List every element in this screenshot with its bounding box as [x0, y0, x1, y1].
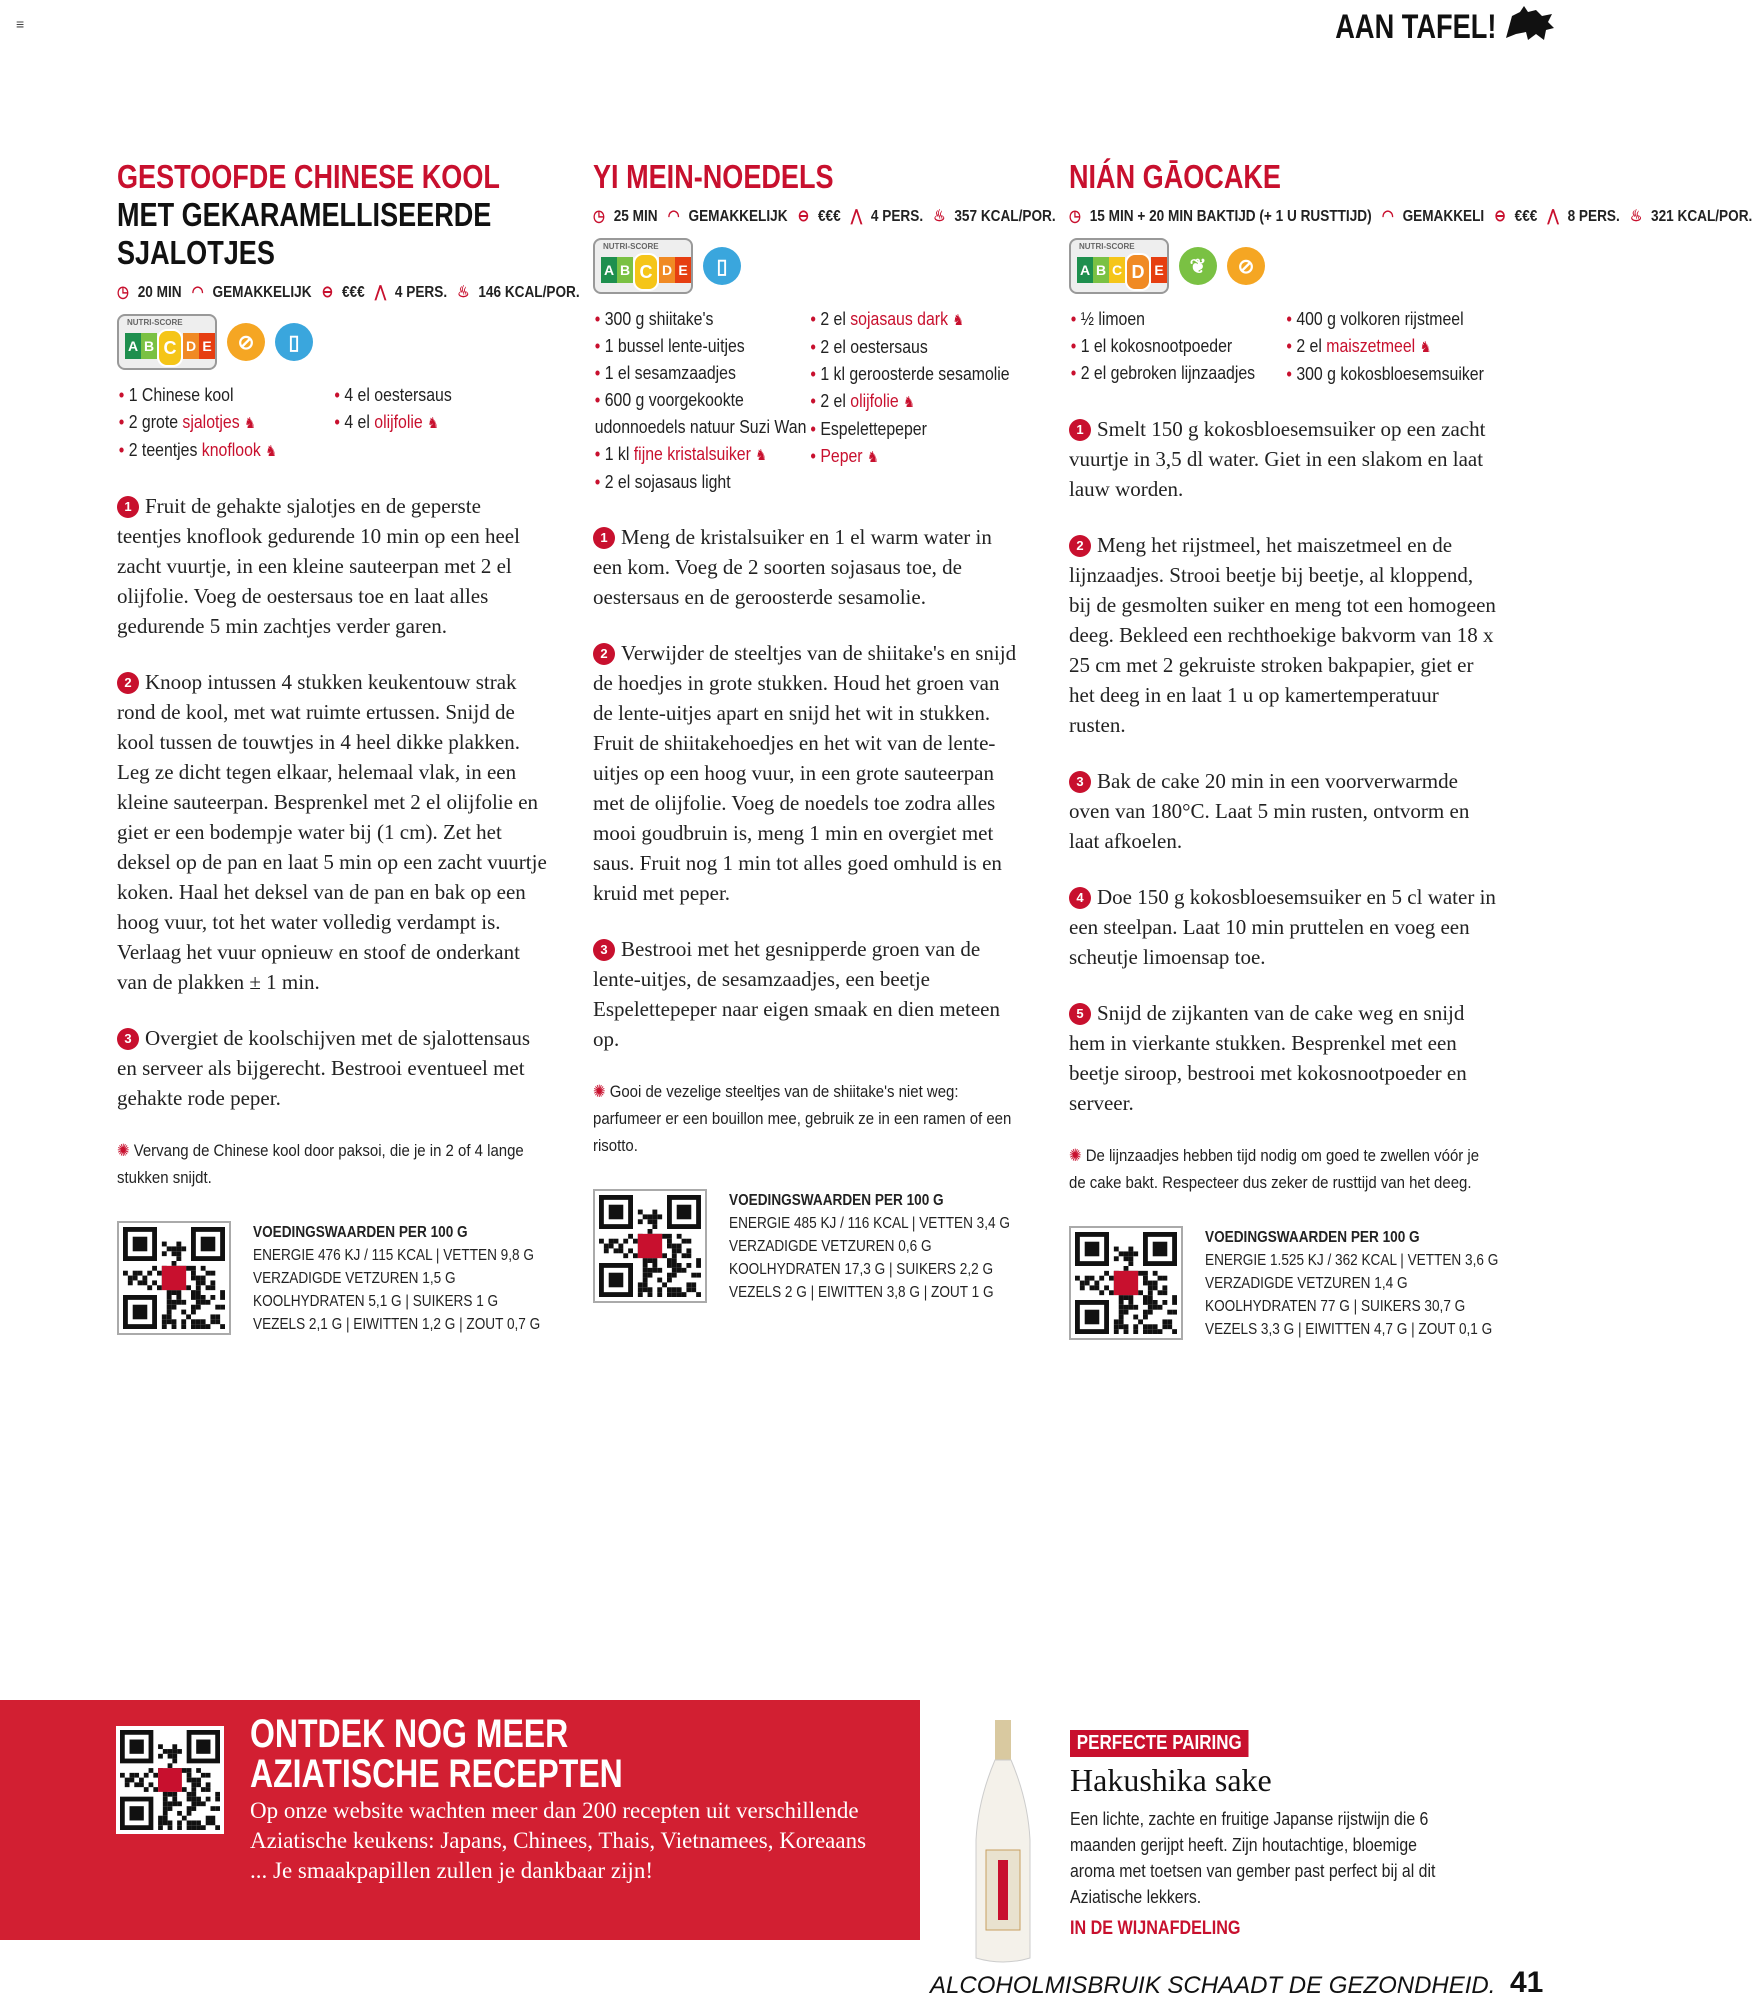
nutrition-line1: ENERGIE 1.525 KJ / 362 KCAL | VETTEN 3,6 G [1205, 1252, 1499, 1269]
tip-text: Gooi de vezelige steeltjes van de shiitake's niet weg: parfumeer er een bouillon mee, gebruik ze in een ramen of een risotto. [593, 1082, 1012, 1155]
step-text: Bestrooi met het gesnipperde groen van de lente-uitjes, de sesamzaadjes, een beetje Espelettepeper naar eigen smaak en dien meteen op. [593, 937, 1000, 1051]
step-text: Doe 150 g kokosbloesemsuiker en 5 cl water in een steelpan. Laat 10 min pruttelen en voeg een scheutje limoensap toe. [1069, 885, 1496, 969]
step-text: Snijd de zijkanten van de cake weg en snijd hem in vierkante stukken. Besprenkel met een beetje siroop, bestrooi met kokosnootpoeder en serveer. [1069, 1001, 1467, 1115]
nutri-letter: C [157, 329, 183, 367]
nutri-score-bar [125, 333, 215, 367]
calories-icon: ♨ [1629, 208, 1646, 225]
nutrition-line3: KOOLHYDRATEN 77 G | SUIKERS 30,7 G [1205, 1298, 1466, 1315]
recipe-tip [1069, 1142, 1496, 1196]
meta-persons [1548, 208, 1625, 225]
recipe-step [593, 934, 1023, 1054]
meta-time-value: 25 MIN [613, 208, 658, 225]
meta-difficulty [1382, 208, 1489, 225]
nutrition-info [1205, 1226, 1499, 1341]
banner-title-line1: ONTDEK NOG MEER [250, 1712, 569, 1756]
recipe-step [117, 667, 547, 997]
lion-brand-icon: ♞ [427, 415, 439, 432]
ingredient-text: 2 el sojasaus light [604, 472, 731, 492]
ingredient-text: 1 kl geroosterde sesamolie [820, 364, 1010, 384]
price-icon: ⊖ [321, 284, 337, 301]
ingredient-item [1285, 333, 1501, 361]
ingredient-brand-text: sjalotjes [182, 412, 240, 432]
step-text: Verwijder de steeltjes van de shiitake's en snijd de hoedjes in grote stukken. Houd het groen van de lente-uitjes apart en snijd het wit in stukken. Fruit de shiitakehoedjes en het wit van de lente-uitjes op een hoog vuur, in een grote sauteerpan met de olijfolie. Voeg de noedels toe zodra alles mooi goudbruin is, meng 1 min en overgiet met saus. Fruit nog 1 min tot alles goed omhuld is en kruid met peper. [593, 641, 1017, 905]
lion-brand-icon: ♞ [867, 449, 879, 466]
nutrition-line1: ENERGIE 476 KJ / 115 KCAL | VETTEN 9,8 G [253, 1247, 534, 1264]
nutrition-heading: VOEDINGSWAARDEN PER 100 G [729, 1192, 944, 1209]
nutrition-info [729, 1189, 1010, 1304]
banner-title [250, 1714, 650, 1794]
recipe-tip [117, 1137, 544, 1191]
recipe-tip [593, 1078, 1020, 1159]
meta-persons [375, 284, 452, 301]
nutrition-heading: VOEDINGSWAARDEN PER 100 G [1205, 1229, 1420, 1246]
nutri-letter: A [601, 257, 617, 283]
lightbulb-icon: ✺ [593, 1082, 610, 1101]
ingredient-item [809, 388, 1025, 416]
step-number-icon: 3 [593, 939, 615, 961]
price-icon: ⊖ [1494, 208, 1510, 225]
difficulty-icon: ◠ [1381, 208, 1398, 225]
nutrition-line2: VERZADIGDE VETZUREN 0,6 G [729, 1238, 932, 1255]
ingredient-item [593, 469, 809, 496]
ingredient-text: 2 el oestersaus [820, 337, 928, 357]
ingredient-brand-text: fijne kristalsuiker [633, 444, 751, 464]
ingredient-item [1069, 333, 1285, 360]
gluten-free-icon: ⊘ [227, 323, 265, 361]
lion-brand-icon: ♞ [903, 394, 915, 411]
ingredient-text: 1 Chinese kool [128, 385, 234, 405]
gluten-free-icon: ⊘ [1227, 247, 1265, 285]
ingredient-brand-text: sojasaus dark [850, 309, 948, 329]
nutri-letter: A [125, 333, 141, 359]
pairing-tag: PERFECTE PAIRING [1070, 1730, 1249, 1757]
meta-price-value: €€€ [1514, 208, 1538, 225]
ingredient-item [809, 306, 1025, 334]
recipe-title-rest: MET GEKARAMELLISEERDE SJALOTJES [117, 196, 492, 271]
ingredients-right [809, 306, 1025, 496]
ingredient-item [1069, 306, 1285, 333]
nutrition-line4: VEZELS 3,3 G | EIWITTEN 4,7 G | ZOUT 0,1 G [1205, 1321, 1493, 1338]
recipe-title-red: NIÁN GĀOCAKE [1069, 158, 1281, 195]
ingredients-right [1285, 306, 1501, 388]
ingredient-text: 4 el oestersaus [344, 385, 452, 405]
ingredient-brand-text: maiszetmeel [1326, 336, 1416, 356]
ingredient-item [333, 382, 549, 409]
section-title: AAN TAFEL! [1334, 8, 1496, 46]
nutri-letter: E [199, 333, 215, 359]
ingredient-text: 300 g kokosbloesemsuiker [1296, 364, 1484, 384]
nutri-letter: C [1109, 257, 1125, 283]
step-text: Fruit de gehakte sjalotjes en de geperste teentjes knoflook gedurende 10 min op een heel zacht vuurtje, in een kleine sauteerpan met 2 el olijfolie. Voeg de oestersaus toe en laat alles gedurende 5 min zachtjes verder garen. [117, 494, 520, 638]
step-number-icon: 3 [117, 1028, 139, 1050]
lightbulb-icon: ✺ [1069, 1146, 1086, 1165]
meta-persons-value: 8 PERS. [1567, 208, 1620, 225]
nutrition-line3: KOOLHYDRATEN 17,3 G | SUIKERS 2,2 G [729, 1261, 994, 1278]
nutri-letter: B [1093, 257, 1109, 283]
step-number-icon: 3 [1069, 771, 1091, 793]
step-text: Meng de kristalsuiker en 1 el warm water in een kom. Voeg de 2 soorten sojasaus toe, de oestersaus en de geroosterde sesamolie. [593, 525, 992, 609]
step-number-icon: 2 [1069, 535, 1091, 557]
meta-persons-value: 4 PERS. [870, 208, 924, 225]
meta-persons [851, 208, 928, 225]
tip-text: De lijnzaadjes hebben tijd nodig om goed te zwellen vóór je de cake bakt. Respecteer dus zeker de rusttijd van het deeg. [1069, 1146, 1480, 1192]
nutrition-line4: VEZELS 2,1 G | EIWITTEN 1,2 G | ZOUT 0,7 G [253, 1316, 541, 1333]
nutri-letter: E [675, 257, 691, 283]
ingredient-text: 2 el [820, 309, 851, 329]
nutri-letter: B [141, 333, 157, 359]
meta-time [117, 284, 187, 301]
ingredient-item [809, 443, 1025, 471]
pairing-description: Een lichte, zachte en fruitige Japanse rijstwijn die 6 maanden gerijpt heeft. Zijn houtachtige, bloemige aroma met toetsen van gember past perfect bij al dit Aziatische lekkers. [1070, 1809, 1436, 1907]
clock-icon: ◷ [1069, 208, 1085, 225]
recipe-step [1069, 998, 1499, 1118]
meta-time-value: 15 MIN + 20 MIN BAKTIJD (+ 1 U RUSTTIJD) [1089, 208, 1372, 225]
recipe-step [117, 1023, 547, 1113]
recipe-meta [117, 282, 580, 304]
meta-kcal [1630, 208, 1757, 225]
calories-icon: ♨ [933, 208, 950, 225]
nutri-score-badge [117, 314, 217, 370]
clock-icon: ◷ [593, 208, 609, 225]
ingredient-item [809, 361, 1025, 388]
nutrition-info [253, 1221, 540, 1336]
ingredient-text: 4 el [344, 412, 375, 432]
nutrition-line2: VERZADIGDE VETZUREN 1,5 G [253, 1270, 456, 1287]
nutrition-box [117, 1221, 547, 1336]
alcohol-warning: ALCOHOLMISBRUIK SCHAADT DE GEZONDHEID. [930, 1972, 1496, 1999]
recipe-meta [593, 206, 1056, 228]
ingredients-left [1069, 306, 1285, 388]
ingredient-text: Espelettepeper [820, 419, 927, 439]
meta-price-value: €€€ [817, 208, 841, 225]
ingredient-item [809, 416, 1025, 443]
recipe-badges [117, 314, 547, 370]
lactose-free-icon: ▯ [275, 323, 313, 361]
nutri-letter: D [183, 333, 199, 359]
step-text: Knoop intussen 4 stukken keukentouw strak rond de kool, met wat ruimte ertussen. Snijd de kool tussen de touwtjes in 4 heel dikke plakken. Leg ze dicht tegen elkaar, helemaal vlak, in een kleine sauteerpan. Besprenkel met 2 el olijfolie en giet er een bodempje water bij (1 cm). Zet het deksel op de pan en laat 5 min op een zacht vuurtje koken. Haal het deksel van de pan en bak op een hoog vuur, tot het water volledig verdampt is. Verlaag het vuur opnieuw en stoof de onderkant van de plakken ± 1 min. [117, 670, 547, 994]
meta-time-value: 20 MIN [137, 284, 182, 301]
recipe-title-red: YI MEIN-NOEDELS [593, 158, 834, 195]
recipe-step [593, 638, 1023, 908]
pairing-name: Hakushika sake [1070, 1762, 1272, 1798]
meta-time [1069, 208, 1377, 225]
meta-kcal [457, 284, 584, 301]
meta-kcal-value: 321 KCAL/POR. [1651, 208, 1753, 225]
nutri-score-label: NUTRI-SCORE [1079, 242, 1135, 251]
difficulty-icon: ◠ [667, 208, 684, 225]
lion-logo [1502, 4, 1556, 44]
ingredients-left [593, 306, 809, 496]
nutri-letter: B [617, 257, 633, 283]
banner-qr-code[interactable] [116, 1726, 224, 1834]
sake-bottle-image [968, 1720, 1038, 1965]
meta-persons-value: 4 PERS. [394, 284, 448, 301]
nutrition-line4: VEZELS 2 G | EIWITTEN 3,8 G | ZOUT 1 G [729, 1284, 994, 1301]
clock-icon: ◷ [117, 284, 133, 301]
recipe-step [1069, 414, 1499, 504]
meta-difficulty [192, 284, 317, 301]
ingredient-list [1069, 306, 1500, 388]
recipe-step [117, 491, 547, 641]
step-text: Overgiet de koolschijven met de sjalottensaus en serveer als bijgerecht. Bestrooi eventueel met gehakte rode peper. [117, 1026, 531, 1110]
ingredient-text: 1 kl [604, 444, 634, 464]
recipe-qr-code[interactable] [117, 1221, 231, 1335]
ingredient-item [593, 360, 809, 387]
step-number-icon: 2 [117, 672, 139, 694]
ingredient-item [1285, 361, 1501, 388]
ingredient-text: 300 g shiitake's [604, 309, 714, 329]
meta-price [798, 208, 846, 225]
persons-icon: ⋀ [374, 284, 390, 301]
ingredient-text: 2 el gebroken lijnzaadjes [1080, 363, 1256, 383]
lightbulb-icon: ✺ [117, 1141, 134, 1160]
nutri-letter: C [633, 253, 659, 291]
ingredient-item [333, 409, 549, 437]
meta-price-value: €€€ [341, 284, 365, 301]
step-text: Smelt 150 g kokosbloesemsuiker op een zacht vuurtje in 3,5 dl water. Giet in een slakom en laat lauw worden. [1069, 417, 1486, 501]
ingredient-item [809, 334, 1025, 361]
nutri-letter: D [1125, 253, 1151, 291]
recipe-title-red: GESTOOFDE CHINESE KOOL [117, 158, 500, 195]
step-number-icon: 1 [1069, 419, 1091, 441]
ingredient-text: 400 g volkoren rijstmeel [1296, 309, 1464, 329]
banner-text: Op onze website wachten meer dan 200 recepten uit verschillende Aziatische keukens: Japans, Chinees, Thais, Vietnamees, Koreaans ... Je smaakpapillen zullen je dankbaar zijn! [250, 1798, 867, 1883]
ingredients-left [117, 382, 333, 465]
ingredient-item [1069, 360, 1285, 387]
nutrition-box [593, 1189, 1023, 1304]
recipe-step [1069, 530, 1499, 740]
meta-kcal-value: 357 KCAL/POR. [954, 208, 1056, 225]
page-number: 41 [1510, 1966, 1544, 1999]
nutri-score-badge [593, 238, 693, 294]
nutri-letter: E [1151, 257, 1167, 283]
recipe-step [593, 522, 1023, 612]
lactose-free-icon: ▯ [703, 247, 741, 285]
nutri-score-bar [1077, 257, 1167, 291]
ingredient-list [593, 306, 1024, 496]
meta-time [593, 208, 663, 225]
ingredient-item [593, 441, 809, 469]
step-text: Bak de cake 20 min in een voorverwarmde oven van 180°C. Laat 5 min rusten, ontvorm en laat afkoelen. [1069, 769, 1470, 853]
recipe-step [1069, 766, 1499, 856]
vegan-icon: ❦ [1179, 247, 1217, 285]
calories-icon: ♨ [457, 284, 474, 301]
recipe-badges [1069, 238, 1499, 294]
menu-icon[interactable]: ≡ [16, 16, 25, 32]
ingredient-text: 1 el sesamzaadjes [604, 363, 736, 383]
meta-price [322, 284, 370, 301]
ingredient-item [117, 382, 333, 409]
nutrition-line2: VERZADIGDE VETZUREN 1,4 G [1205, 1275, 1408, 1292]
nutri-score-label: NUTRI-SCORE [127, 318, 183, 327]
step-number-icon: 4 [1069, 887, 1091, 909]
step-number-icon: 1 [117, 496, 139, 518]
persons-icon: ⋀ [850, 208, 866, 225]
ingredient-brand-text: olijfolie [850, 391, 899, 411]
ingredient-item [117, 409, 333, 437]
meta-difficulty-value: GEMAKKELIJK [688, 208, 788, 225]
tip-text: Vervang de Chinese kool door paksoi, die je in 2 of 4 lange stukken snijdt. [117, 1141, 524, 1187]
nutri-score-bar [601, 257, 691, 291]
ingredient-text: ½ limoen [1080, 309, 1145, 329]
nutrition-box [1069, 1226, 1499, 1341]
ingredient-text: 2 el [1296, 336, 1327, 356]
nutri-letter: D [659, 257, 675, 283]
step-text: Meng het rijstmeel, het maiszetmeel en de lijnzaadjes. Strooi beetje bij beetje, al kloppend, bij de gesmolten suiker en meng tot een homogeen deeg. Bekleed een rechthoekige bakvorm van 18 x 25 cm met 2 gekruiste stroken bakpapier, giet er het deeg in en laat 1 u op kamertemperatuur rusten. [1069, 533, 1496, 737]
ingredient-list [117, 382, 548, 465]
recipe-column-2 [593, 158, 1056, 1304]
lion-brand-icon: ♞ [265, 443, 278, 460]
ingredient-text: 2 el [820, 391, 851, 411]
price-icon: ⊖ [797, 208, 813, 225]
ingredient-item [117, 437, 333, 465]
recipe-step [1069, 882, 1499, 972]
recipe-title [1069, 158, 1495, 196]
ingredient-item [593, 333, 809, 360]
ingredient-brand-text: Peper [820, 446, 863, 466]
ingredient-item [593, 306, 809, 333]
nutri-letter: A [1077, 257, 1093, 283]
nutri-score-label: NUTRI-SCORE [603, 242, 659, 251]
ingredient-brand-text: olijfolie [374, 412, 423, 432]
nutrition-line1: ENERGIE 485 KJ / 116 KCAL | VETTEN 3,4 G [729, 1215, 1010, 1232]
ingredient-text: 2 grote [128, 412, 183, 432]
recipe-title [117, 158, 543, 272]
step-number-icon: 5 [1069, 1003, 1091, 1025]
difficulty-icon: ◠ [191, 284, 208, 301]
lion-brand-icon: ♞ [755, 447, 768, 464]
meta-price [1494, 208, 1542, 225]
recipe-title [593, 158, 1019, 196]
recipe-qr-code[interactable] [1069, 1226, 1183, 1340]
ingredients-right [333, 382, 549, 465]
recipe-meta [1069, 206, 1753, 228]
lion-brand-icon: ♞ [1419, 339, 1432, 356]
meta-difficulty-value: GEMAKKELIJK [212, 284, 312, 301]
meta-difficulty-value: GEMAKKELI [1402, 208, 1485, 225]
ingredient-text: 1 el kokosnootpoeder [1080, 336, 1233, 356]
lion-brand-icon: ♞ [244, 415, 256, 432]
nutri-score-badge [1069, 238, 1169, 294]
persons-icon: ⋀ [1547, 208, 1563, 225]
recipe-column-1 [117, 158, 580, 1336]
meta-kcal-value: 146 KCAL/POR. [478, 284, 580, 301]
ingredient-text: 2 teentjes [128, 440, 202, 460]
ingredient-brand-text: knoflook [201, 440, 261, 460]
nutrition-heading: VOEDINGSWAARDEN PER 100 G [253, 1224, 468, 1241]
meta-kcal [933, 208, 1060, 225]
nutrition-line3: KOOLHYDRATEN 5,1 G | SUIKERS 1 G [253, 1293, 499, 1310]
ingredient-item [1285, 306, 1501, 333]
ingredient-text: 1 bussel lente-uitjes [604, 336, 745, 356]
step-number-icon: 1 [593, 527, 615, 549]
banner-title-line2: AZIATISCHE RECEPTEN [250, 1752, 623, 1796]
ingredient-item [593, 387, 809, 441]
recipe-qr-code[interactable] [593, 1189, 707, 1303]
recipe-badges [593, 238, 1023, 294]
pairing-department: IN DE WIJNAFDELING [1070, 1918, 1241, 1939]
recipe-column-3 [1069, 158, 1753, 1341]
lion-brand-icon: ♞ [952, 312, 965, 329]
meta-difficulty [668, 208, 793, 225]
ingredient-text: 600 g voorgekookte udonnoedels natuur Suzi Wan [594, 390, 807, 437]
step-number-icon: 2 [593, 643, 615, 665]
